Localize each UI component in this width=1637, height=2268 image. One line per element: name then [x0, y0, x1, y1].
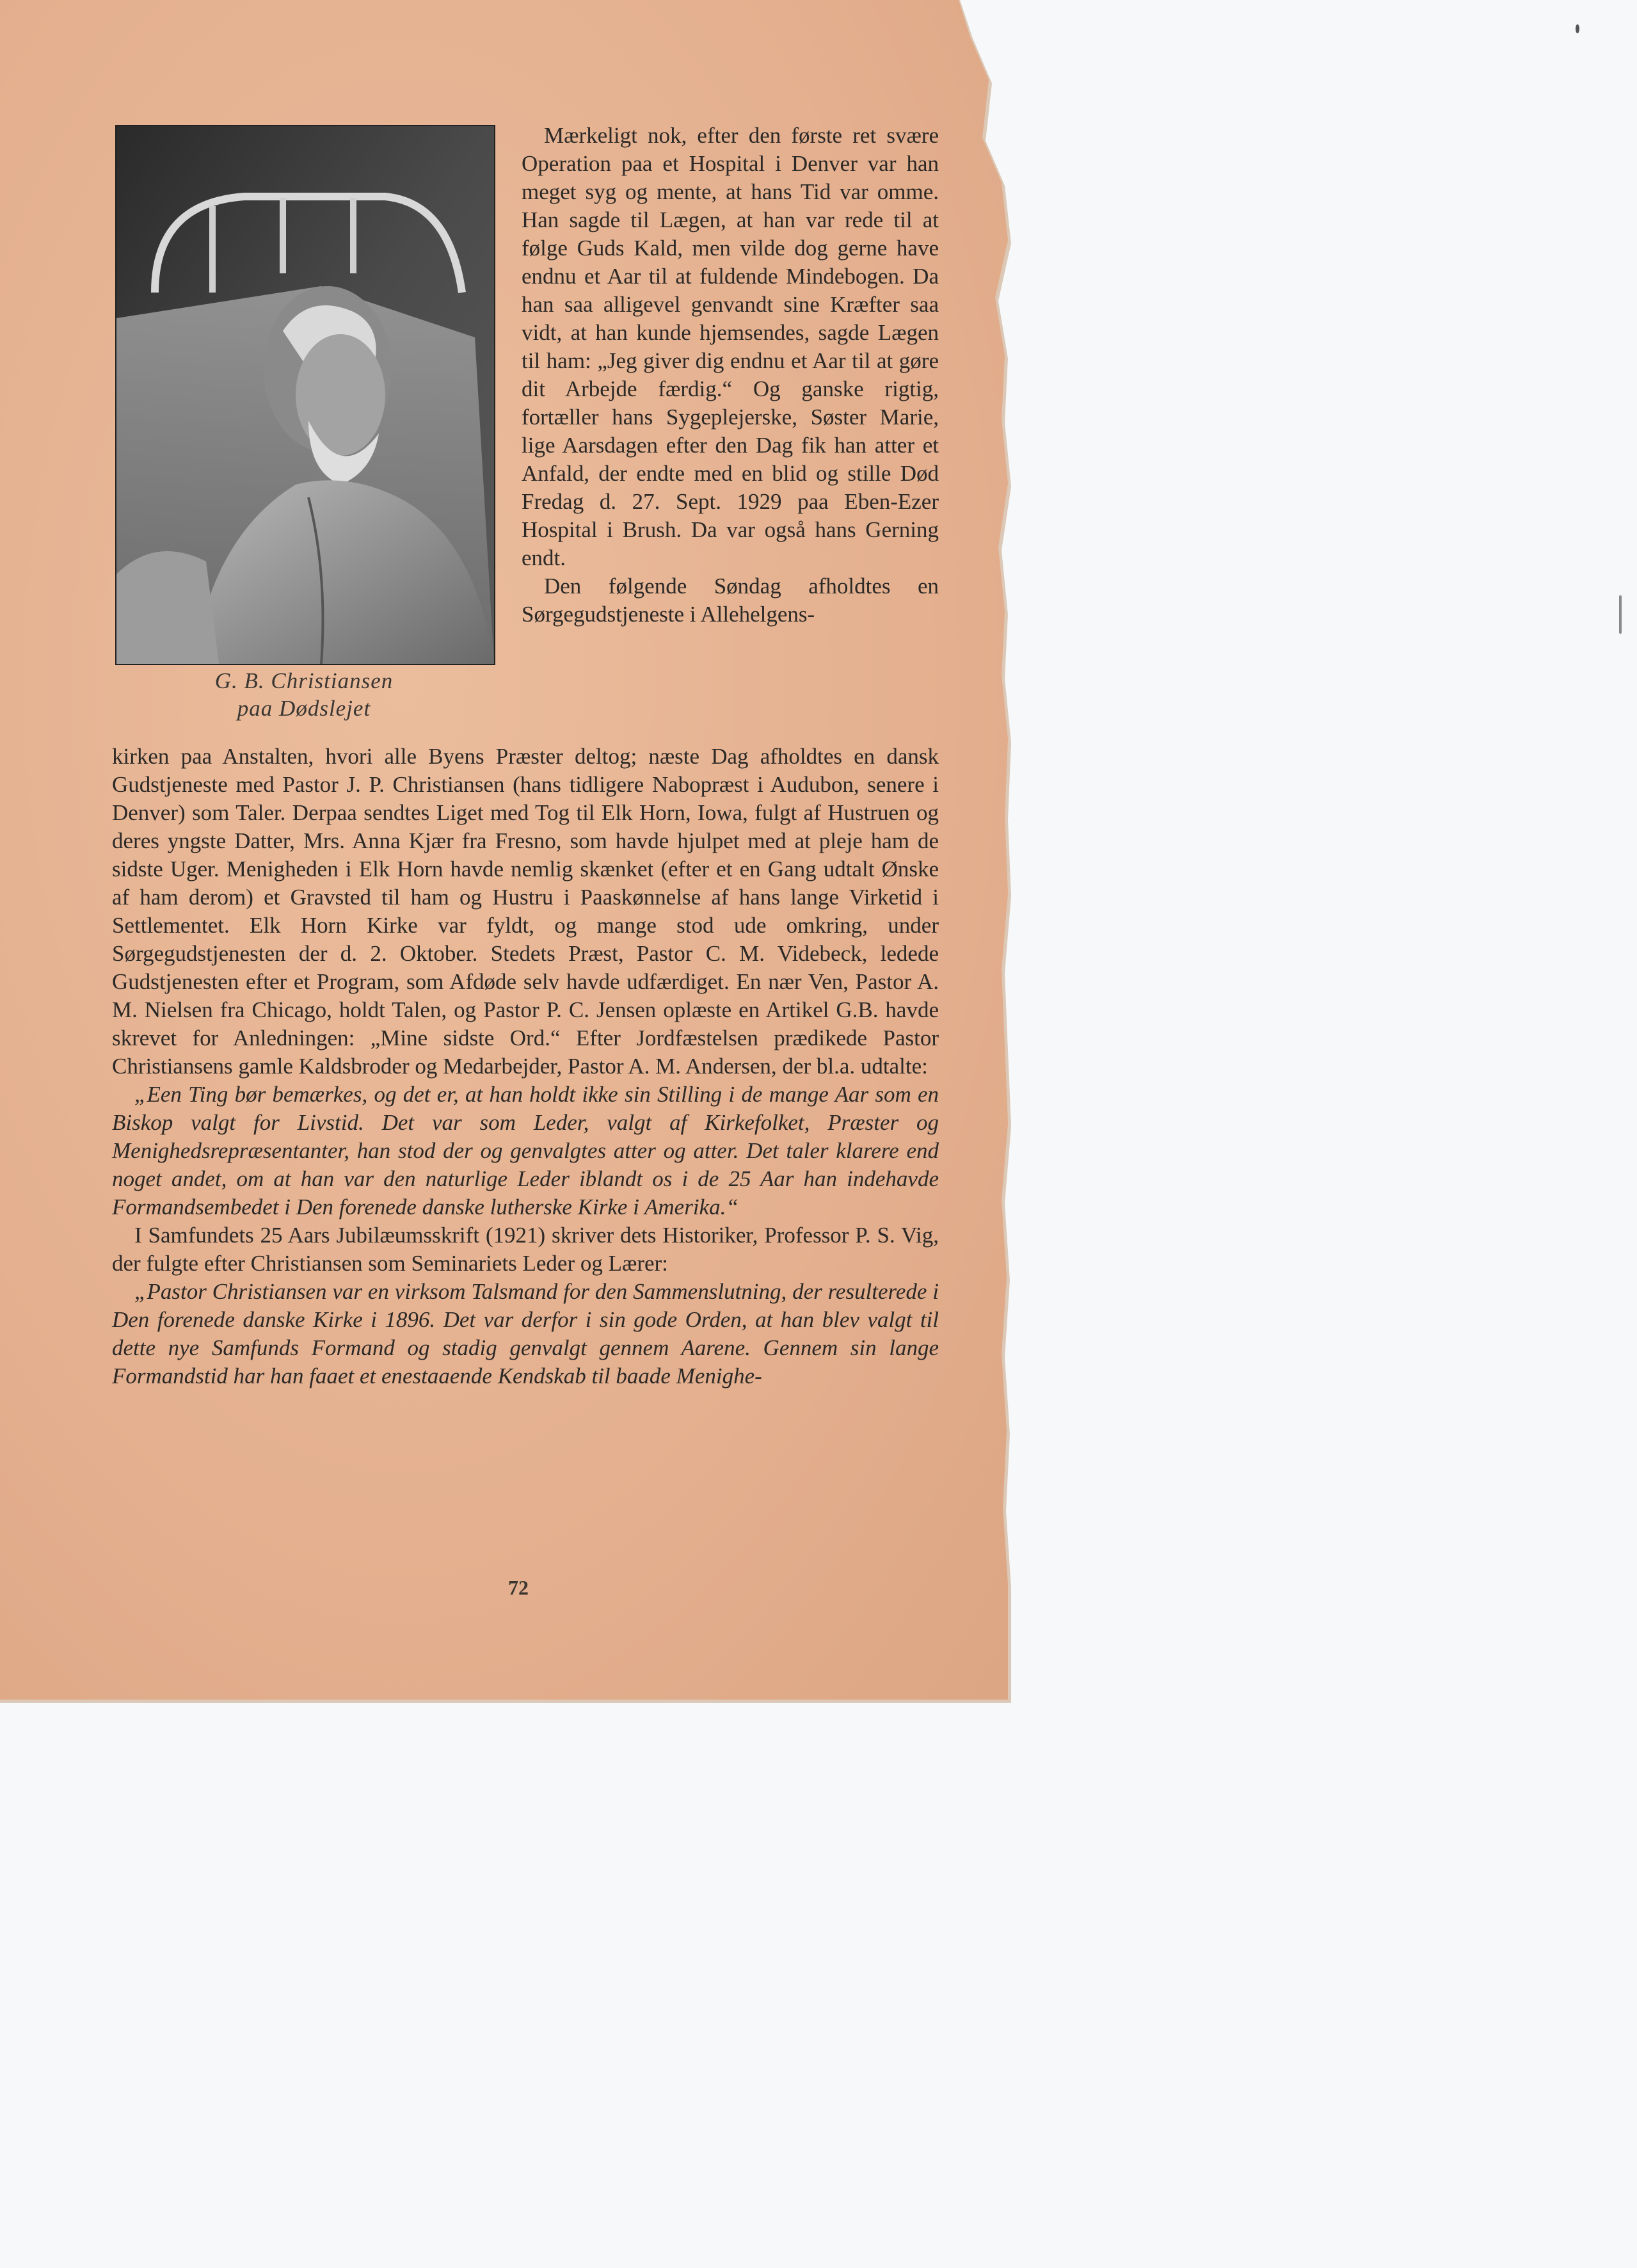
portrait-photo	[115, 125, 495, 665]
caption-line-2: paa Dødslejet	[237, 696, 371, 721]
paragraph-jubilee: I Samfundets 25 Aars Jubilæumsskrift (1921) skriver dets Historiker, Professor P. S. Vig, der fulgte efter Christiansen som Seminariets Leder og Lærer:	[112, 1223, 939, 1276]
photo-caption	[115, 667, 493, 722]
scan-mark	[1619, 595, 1622, 634]
quote-andersen: „Een Ting bør bemærkes, og det er, at han holdt ikke sin Stilling i de mange Aar som en Biskop valgt for Livstid. Det var som Leder, valgt af Kirkefolket, Præster og Menighedsrepræsentanter, han stod der og genvalgtes atter og atter. Det taler klarere end noget andet, om at han var den naturlige Leder iblandt os i de 25 Aar han indehavde Formandsembedet i Den forenede danske lutherske Kirke i Amerika.“	[112, 1082, 939, 1219]
page-number: 72	[508, 1576, 529, 1599]
caption-line-1: G. B. Christiansen	[214, 668, 394, 693]
paragraph-funeral-start: Den følgende Søndag afholdtes en Sørgegudstjeneste i Allehelgens-	[522, 574, 939, 627]
scan-speck	[1576, 24, 1579, 33]
full-width-text	[112, 743, 939, 1390]
paragraph-operation: Mærkeligt nok, efter den første ret svære Operation paa et Hospital i Denver var han meget syg og mente, at hans Tid var omme. Han sagde til Lægen, at han var rede til at følge Guds Kald, men vilde dog gerne have endnu et Aar til at fuldende Mindebogen. Da han saa alligevel genvandt sine Kræfter saa vidt, at han kunde hjemsendes, sagde Lægen til ham: „Jeg giver dig endnu et Aar til at gøre dit Arbejde færdig.“ Og ganske rigtig, fortæller hans Sygeplejerske, Søster Marie, lige Aarsdagen efter den Dag fik han atter et Anfald, der endte med en blid og stille Død Fredag d. 27. Sept. 1929 paa Eben-Ezer Hospital i Brush. Da var også hans Gerning endt.	[522, 123, 939, 570]
portrait-illustration	[116, 126, 494, 664]
paragraph-funeral-continued: kirken paa Anstalten, hvori alle Byens Præster deltog; næste Dag afholdtes en dansk Gudstjeneste med Pastor J. P. Christiansen (hans tidligere Nabopræst i Audubon, senere i Denver) som Taler. Derpaa sendtes Liget med Tog til Elk Horn, Iowa, fulgt af Hustruen og deres yngste Datter, Mrs. Anna Kjær fra Fresno, som havde hjulpet med at pleje ham de sidste Uger. Menigheden i Elk Horn havde nemlig skænket (efter et en Gang udtalt Ønske af ham derom) et Gravsted til ham og Hustru i Paaskønnelse af hans lange Virketid i Settlementet. Elk Horn Kirke var fyldt, og mange stod ude omkring, under Sørgegudstjenesten der d. 2. Oktober. Stedets Præst, Pastor C. M. Videbeck, ledede Gudstjenesten efter et Program, som Afdøde selv havde udfærdiget. En nær Ven, Pastor A. M. Nielsen fra Chicago, holdt Talen, og Pastor P. C. Jensen oplæste en Artikel G.B. havde skrevet for Anledningen: „Mine sidste Ord.“ Efter Jordfæstelsen prædikede Pastor Christiansens gamle Kaldsbroder og Medarbejder, Pastor A. M. Andersen, der bl.a. udtalte:	[112, 744, 939, 1079]
right-text-column	[522, 122, 939, 629]
quote-vig: „Pastor Christiansen var en virksom Talsmand for den Sammenslutning, der resulterede i Den forenede danske Kirke i 1896. Det var derfor i sin gode Orden, at han blev valgt til dette nye Samfunds Formand og stadig genvalgt gennem Aarene. Gennem sin lange Formandstid har han faaet et enestaaende Kendskab til baade Menighe-	[112, 1279, 939, 1388]
